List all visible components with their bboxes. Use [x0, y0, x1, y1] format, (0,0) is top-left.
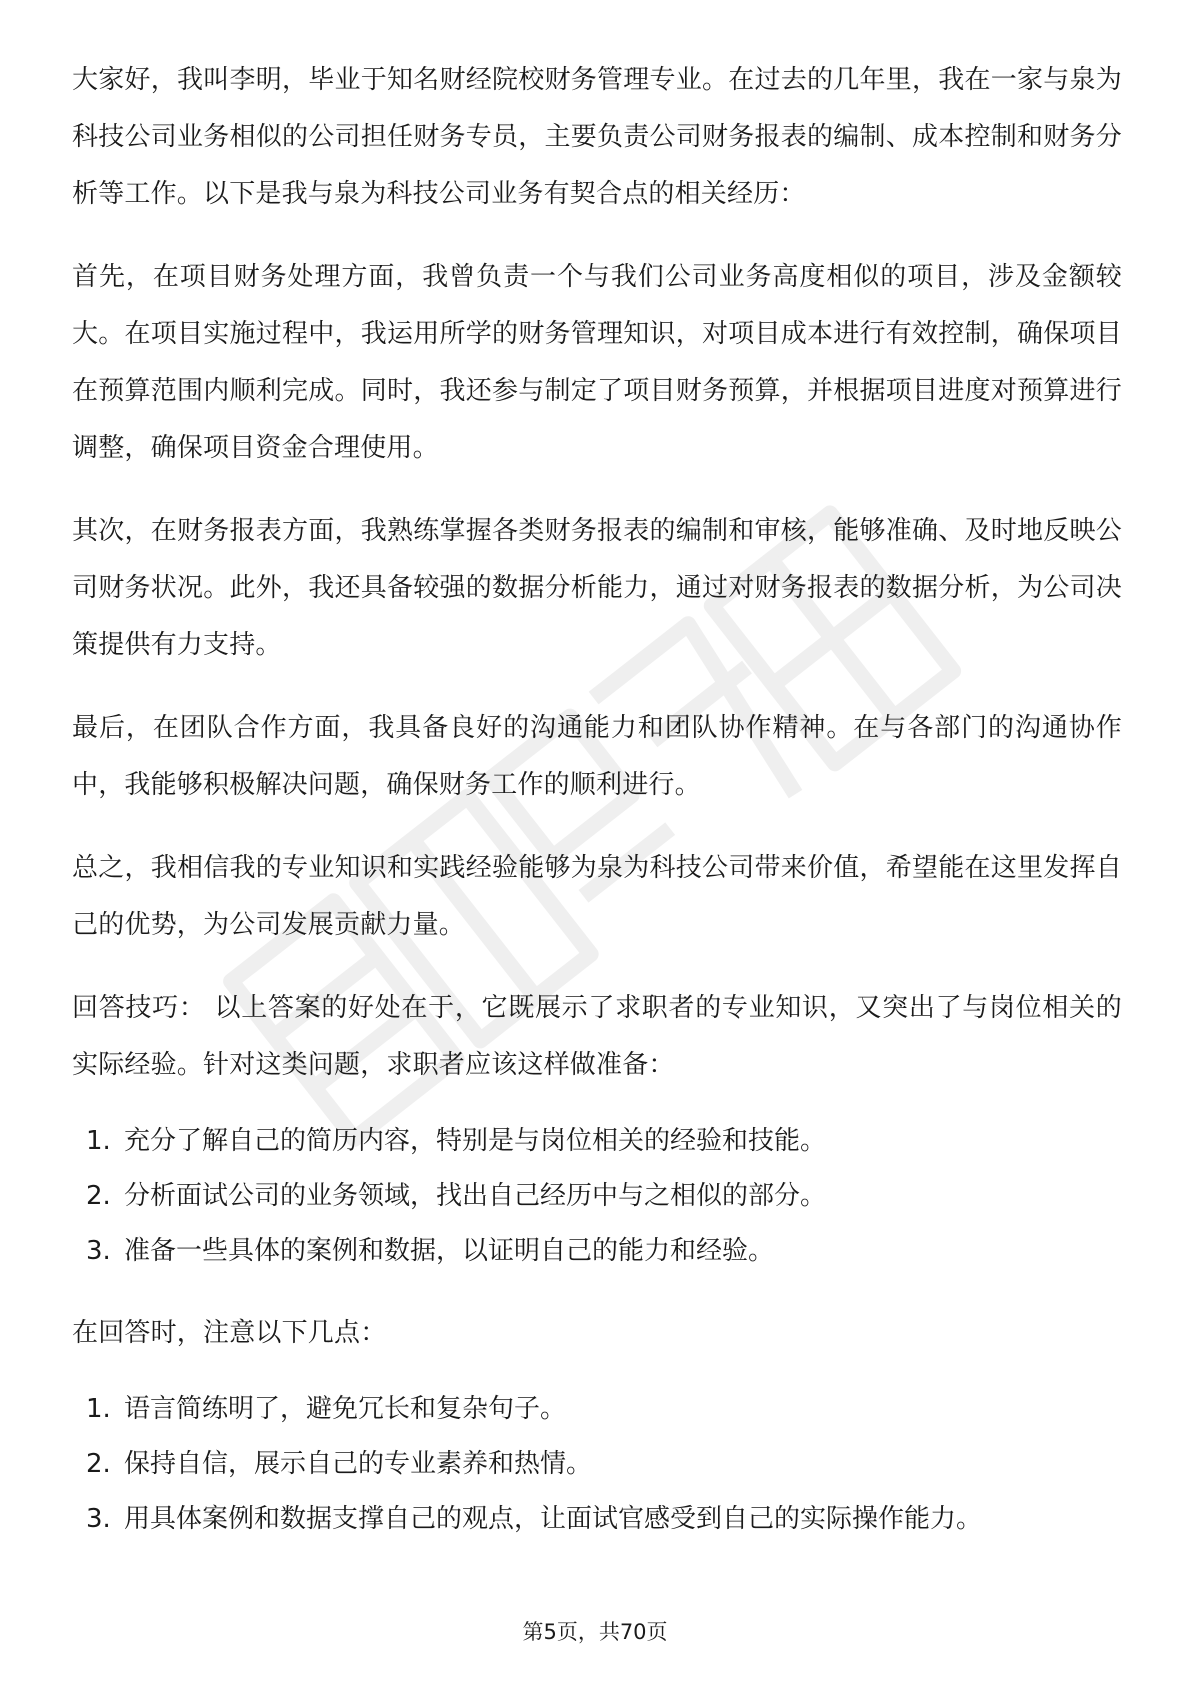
- notes-list: [72, 1382, 1122, 1547]
- list-item-number: 3.: [86, 1504, 111, 1534]
- list-item: [72, 1492, 1122, 1547]
- notes-intro-paragraph: 在回答时，注意以下几点：: [72, 1318, 387, 1348]
- list-item-text: 用具体案例和数据支撑自己的观点，让面试官感受到自己的实际操作能力。: [124, 1504, 983, 1534]
- preparation-list: [72, 1114, 1122, 1279]
- list-item: [72, 1169, 1122, 1224]
- list-item-text: 准备一些具体的案例和数据，以证明自己的能力和经验。: [124, 1236, 775, 1266]
- list-item-number: 3.: [86, 1236, 111, 1266]
- list-item-text: 语言简练明了，避免冗长和复杂句子。: [124, 1394, 567, 1424]
- document-body: [72, 52, 1122, 1547]
- tips-paragraph: 回答技巧： 以上答案的好处在于，它既展示了求职者的专业知识，又突出了与岗位相关的实际经验。针对这类问题，求职者应该这样做准备：: [72, 993, 1123, 1080]
- list-item-number: 2.: [86, 1181, 111, 1211]
- list-item-number: 2.: [86, 1449, 111, 1479]
- summary-paragraph: 总之，我相信我的专业知识和实践经验能够为泉为科技公司带来价值，希望能在这里发挥自己的优势，为公司发展贡献力量。: [72, 853, 1122, 940]
- list-item: [72, 1224, 1122, 1279]
- list-item-text: 保持自信，展示自己的专业素养和热情。: [124, 1449, 593, 1479]
- page-number-footer: 第5页，共70页: [522, 1620, 668, 1644]
- second-point-paragraph: 其次，在财务报表方面，我熟练掌握各类财务报表的编制和审核，能够准确、及时地反映公司财务状况。此外，我还具备较强的数据分析能力，通过对财务报表的数据分析，为公司决策提供有力支持。: [72, 516, 1122, 660]
- first-point-paragraph: 首先，在项目财务处理方面，我曾负责一个与我们公司业务高度相似的项目，涉及金额较大。在项目实施过程中，我运用所学的财务管理知识，对项目成本进行有效控制，确保项目在预算范围内顺利完成。同时，我还参与制定了项目财务预算，并根据项目进度对预算进行调整，确保项目资金合理使用。: [72, 262, 1122, 463]
- list-item-number: 1.: [86, 1394, 111, 1424]
- last-point-paragraph: 最后，在团队合作方面，我具备良好的沟通能力和团队协作精神。在与各部门的沟通协作中，我能够积极解决问题，确保财务工作的顺利进行。: [72, 713, 1122, 800]
- list-item: [72, 1437, 1122, 1492]
- intro-paragraph: 大家好，我叫李明，毕业于知名财经院校财务管理专业。在过去的几年里，我在一家与泉为科技公司业务相似的公司担任财务专员，主要负责公司财务报表的编制、成本控制和财务分析等工作。以下是我与泉为科技公司业务有契合点的相关经历：: [72, 65, 1122, 209]
- list-item: [72, 1114, 1122, 1169]
- list-item: [72, 1382, 1122, 1437]
- list-item-text: 分析面试公司的业务领域，找出自己经历中与之相似的部分。: [124, 1181, 827, 1211]
- list-item-text: 充分了解自己的简历内容，特别是与岗位相关的经验和技能。: [124, 1126, 827, 1156]
- list-item-number: 1.: [86, 1126, 111, 1156]
